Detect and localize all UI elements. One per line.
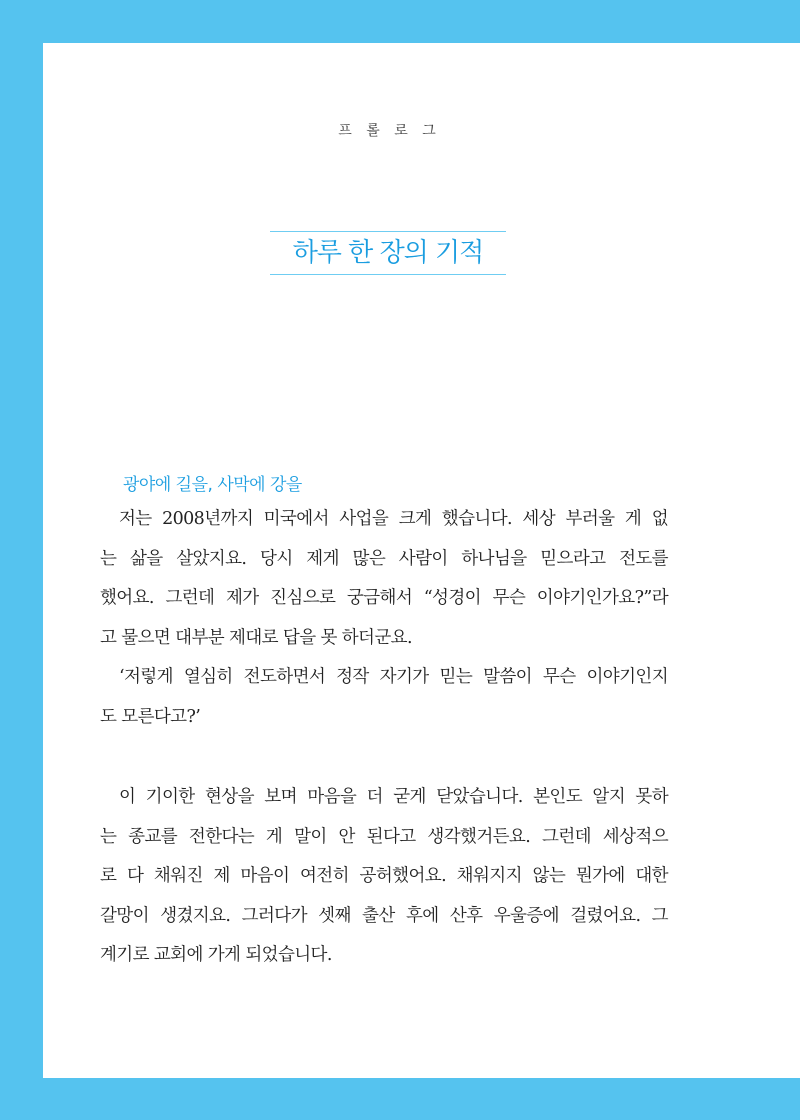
chapter-label: 프 롤 로 그 — [338, 123, 438, 139]
text-line: ‘저렇게 열심히 전도하면서 정작 자기가 믿는 말씀이 무슨 이야기인지 — [119, 667, 668, 688]
paragraph-2 — [100, 778, 668, 976]
section-heading: 광야에 길을, 사막에 강을 — [123, 475, 302, 495]
text-line: 계기로 교회에 가게 되었습니다. — [100, 945, 332, 966]
text-line: 이 기이한 현상을 보며 마음을 더 굳게 닫았습니다. 본인도 알지 못하 — [119, 787, 668, 807]
chapter-title: 하루 한 장의 기적 — [292, 238, 484, 268]
text-line: 는 삶을 살았지요. 당시 제게 많은 사람이 하나님을 믿으라고 전도를 — [100, 548, 668, 569]
text-line: 도 모른다고?’ — [100, 706, 201, 727]
text-line: 했어요. 그런데 제가 진심으로 궁금해서 “성경이 무슨 이야기인가요?”라 — [100, 588, 668, 609]
book-page — [43, 43, 800, 1078]
text-line: 는 종교를 전한다는 게 말이 안 된다고 생각했거든요. 그런데 세상적으 — [100, 826, 668, 847]
title-box — [270, 231, 506, 275]
text-line: 저는 2008년까지 미국에서 사업을 크게 했습니다. 세상 부러울 게 없 — [119, 509, 668, 529]
text-line: 로 다 채워진 제 마음이 여전히 공허했어요. 채워지지 않는 뭔가에 대한 — [100, 866, 668, 887]
text-line: 고 물으면 대부분 제대로 답을 못 하더군요. — [100, 627, 412, 648]
paragraph-1 — [100, 500, 668, 738]
text-line: 갈망이 생겼지요. 그러다가 셋째 출산 후에 산후 우울증에 걸렸어요. 그 — [100, 905, 668, 926]
